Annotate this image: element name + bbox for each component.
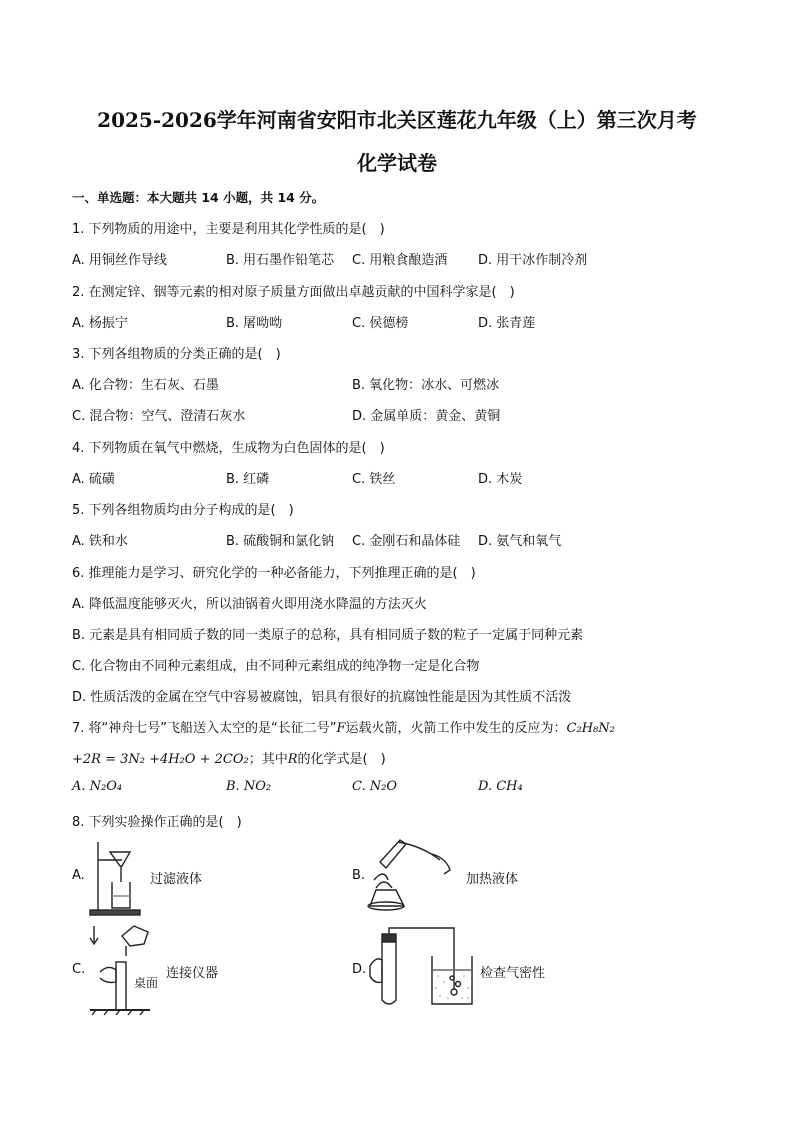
option-c: C. — [72, 962, 86, 977]
question-stem: 1. 下列物质的用途中，主要是利用其化学性质的是( ) — [72, 222, 385, 237]
page-subtitle: 化学试卷 — [357, 151, 437, 175]
question-stem: 5. 下列各组物质均由分子构成的是( ) — [72, 503, 294, 518]
option-b: B. NO₂ — [226, 779, 272, 794]
option-c: C. 铁丝 — [352, 472, 396, 487]
option-b: B. 硫酸铜和氯化钠 — [226, 534, 335, 549]
option-d: D. 用干冰作制冷剂 — [478, 253, 588, 268]
figure-label: 连接仪器 — [166, 966, 219, 981]
stem-part: 运载火箭，火箭工作中发生的反应为： — [345, 721, 567, 736]
option-d: D. — [352, 962, 367, 977]
formula: C₂H₈N₂ — [566, 721, 615, 736]
option-c: C. 混合物：空气、澄清石灰水 — [72, 409, 246, 424]
option-a: A. 用铜丝作导线 — [72, 253, 167, 268]
figure-label: 过滤液体 — [150, 872, 203, 887]
filtration-apparatus-figure — [86, 838, 146, 918]
stem-variable: R — [287, 752, 298, 767]
option-b: B. 用石墨作铅笔芯 — [226, 253, 335, 268]
option-a: A. — [72, 868, 85, 883]
stem-part: 的化学式是( ) — [297, 752, 386, 767]
option-b: B. 元素是具有相同质子数的同一类原子的总称，具有相同质子数的粒子一定属于同种元素 — [72, 628, 584, 643]
option-a: A. 化合物：生石灰、石墨 — [72, 378, 219, 393]
option-a: A. 硫磺 — [72, 472, 115, 487]
section-heading: 一、单选题：本大题共 14 小题，共 14 分。 — [72, 190, 325, 205]
option-a: A. 降低温度能够灭火，所以油锅着火即用浇水降温的方法灭火 — [72, 597, 427, 612]
option-d: D. 木炭 — [478, 472, 523, 487]
desk-label: 桌面 — [134, 976, 159, 990]
stem-part: 7. 将“神舟七号”飞船送入太空的是“长征二号” — [72, 721, 337, 736]
question-stem-continued — [72, 748, 386, 767]
question-stem: 8. 下列实验操作正确的是( ) — [72, 815, 242, 830]
option-d: D. CH₄ — [478, 779, 523, 794]
option-d: D. 金属单质：黄金、黄铜 — [352, 409, 501, 424]
option-a: A. 杨振宁 — [72, 316, 128, 331]
option-b: B. 氧化物：冰水、可燃冰 — [352, 378, 500, 393]
option-d: D. 氨气和氧气 — [478, 534, 562, 549]
option-d: D. 性质活泼的金属在空气中容易被腐蚀，铝具有很好的抗腐蚀性能是因为其性质不活泼 — [72, 690, 572, 705]
question-stem: 3. 下列各组物质的分类正确的是( ) — [72, 347, 281, 362]
stem-part: ；其中 — [248, 752, 288, 767]
option-b: B. — [352, 868, 366, 883]
page-title: 2025-2026学年河南省安阳市北关区莲花九年级（上）第三次月考 — [97, 108, 697, 132]
question-stem: 2. 在测定锌、铟等元素的相对原子质量方面做出卓越贡献的中国科学家是( ) — [72, 285, 515, 300]
option-a: A. 铁和水 — [72, 534, 128, 549]
option-b: B. 红磷 — [226, 472, 270, 487]
option-c: C. N₂O — [352, 779, 397, 794]
option-d: D. 张青莲 — [478, 316, 536, 331]
figure-label: 加热液体 — [466, 872, 519, 887]
option-c: C. 用粮食酿造酒 — [352, 253, 448, 268]
option-c: C. 侯德榜 — [352, 316, 409, 331]
question-stem — [72, 717, 615, 736]
option-c: C. 金刚石和晶体硅 — [352, 534, 461, 549]
airtightness-check-figure — [368, 926, 478, 1010]
option-c: C. 化合物由不同种元素组成，由不同种元素组成的纯净物一定是化合物 — [72, 659, 480, 674]
figure-label: 检查气密性 — [480, 966, 546, 981]
stem-variable: F — [336, 721, 346, 736]
heating-liquid-figure — [366, 832, 462, 918]
question-stem: 4. 下列物质在氧气中燃烧，生成物为白色固体的是( ) — [72, 441, 385, 456]
option-b: B. 屠呦呦 — [226, 316, 283, 331]
question-stem: 6. 推理能力是学习、研究化学的一种必备能力，下列推理正确的是( ) — [72, 566, 476, 581]
reaction-equation: +2R = 3N₂ +4H₂O + 2CO₂ — [72, 752, 249, 767]
option-a: A. N₂O₄ — [72, 779, 123, 794]
connecting-apparatus-figure — [86, 922, 166, 1016]
